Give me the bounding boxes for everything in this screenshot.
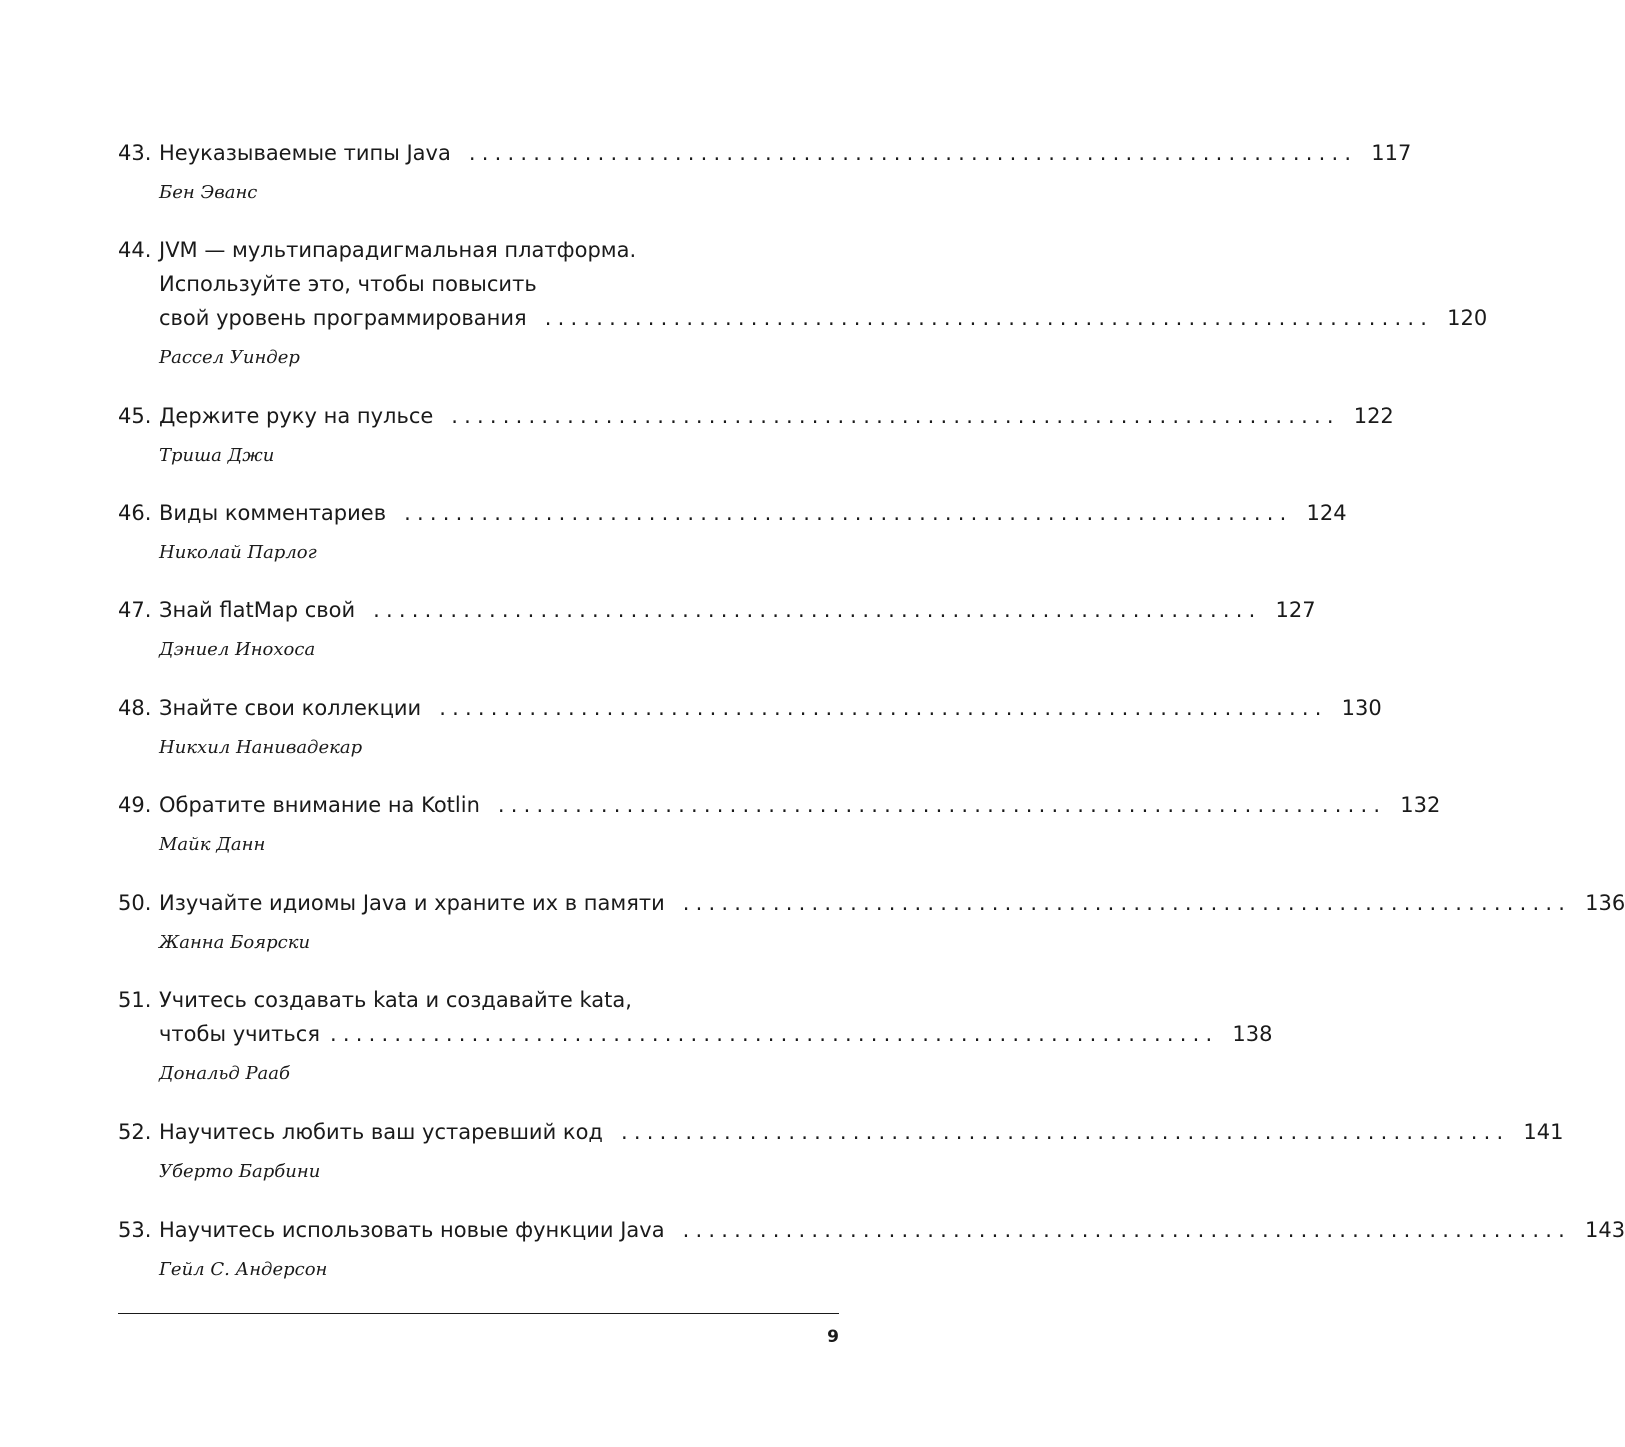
toc-entry	[118, 598, 1316, 665]
toc-line	[118, 1120, 1564, 1154]
entry-number: 51.	[118, 988, 152, 1012]
entry-author: Николай Парлог	[159, 542, 317, 563]
entry-number: 47.	[118, 598, 152, 622]
entry-page: 138	[1232, 1022, 1273, 1046]
toc-line	[118, 696, 1382, 730]
toc-line	[118, 141, 1412, 175]
entry-page: 132	[1400, 793, 1441, 817]
entry-number: 43.	[118, 141, 152, 165]
entry-number: 52.	[118, 1120, 152, 1144]
entry-author: Дональд Рааб	[159, 1063, 291, 1084]
toc-entry	[118, 793, 1441, 860]
toc-entry	[118, 988, 1273, 1089]
entry-title-continued: чтобы учиться	[159, 1022, 320, 1046]
dot-leader: .....................................................................	[544, 306, 1434, 330]
dot-leader: .....................................................................	[451, 404, 1340, 428]
entry-page: 141	[1523, 1120, 1564, 1144]
toc-line	[118, 501, 1347, 535]
entry-title-continued: свой уровень программирования	[159, 306, 527, 330]
entry-author: Рассел Уиндер	[159, 347, 300, 368]
entry-number: 46.	[118, 501, 152, 525]
toc-entry	[118, 501, 1347, 568]
entry-number: 44.	[118, 238, 152, 262]
entry-title: Знай flatMap свой	[159, 598, 356, 622]
toc-entry	[118, 404, 1394, 471]
entry-page: 136	[1585, 891, 1625, 915]
entry-title: Знайте свои коллекции	[159, 696, 422, 720]
entry-author: Жанна Боярски	[159, 932, 311, 953]
page-number: 9	[827, 1327, 839, 1347]
toc-line	[118, 891, 1625, 925]
entry-author: Уберто Барбини	[159, 1161, 321, 1182]
toc-line	[118, 238, 839, 272]
entry-author: Гейл С. Андерсон	[159, 1259, 328, 1280]
dot-leader: .....................................................................	[468, 141, 1358, 165]
entry-page: 117	[1371, 141, 1412, 165]
toc-line	[118, 272, 839, 306]
entry-number: 49.	[118, 793, 152, 817]
footer-rule	[118, 1313, 839, 1314]
dot-leader: .....................................................................	[682, 891, 1572, 915]
dot-leader: .....................................................................	[620, 1120, 1510, 1144]
toc-entry	[118, 1218, 1625, 1285]
entry-author: Триша Джи	[159, 445, 275, 466]
dot-leader: .....................................................................	[404, 501, 1293, 525]
dot-leader: .....................................................................	[682, 1218, 1571, 1242]
entry-title: Научитесь использовать новые функции Java	[159, 1218, 665, 1242]
toc-entry	[118, 141, 1412, 208]
toc-entry	[118, 1120, 1564, 1187]
entry-page: 122	[1353, 404, 1394, 428]
entry-number: 53.	[118, 1218, 152, 1242]
toc-line	[118, 1218, 1625, 1252]
entry-page: 124	[1306, 501, 1347, 525]
dot-leader: .....................................................................	[497, 793, 1387, 817]
entry-number: 50.	[118, 891, 152, 915]
entry-author: Бен Эванс	[159, 182, 258, 203]
entry-page: 127	[1275, 598, 1316, 622]
entry-number: 48.	[118, 696, 152, 720]
toc-line	[118, 988, 839, 1022]
entry-title: Изучайте идиомы Java и храните их в памяти	[159, 891, 665, 915]
dot-leader: .....................................................................	[373, 598, 1262, 622]
toc-line	[118, 793, 1441, 827]
entry-author: Никхил Нанивадекар	[159, 737, 363, 758]
entry-title: Виды комментариев	[159, 501, 387, 525]
entry-page: 120	[1447, 306, 1488, 330]
dot-leader: .....................................................................	[439, 696, 1328, 720]
toc-entry	[118, 238, 1488, 373]
entry-author: Майк Данн	[159, 834, 266, 855]
entry-title-continued: Используйте это, чтобы повысить	[159, 272, 537, 296]
entry-title: Научитесь любить ваш устаревший код	[159, 1120, 603, 1144]
toc-line	[118, 1022, 1273, 1056]
entry-title: Держите руку на пульсе	[159, 404, 434, 428]
entry-title: Обратите внимание на Kotlin	[159, 793, 480, 817]
toc-entry	[118, 891, 1625, 958]
entry-title: Неуказываемые типы Java	[159, 141, 451, 165]
dot-leader: .....................................................................	[329, 1022, 1219, 1046]
entry-number: 45.	[118, 404, 152, 428]
toc-line	[118, 306, 1488, 340]
entry-author: Дэниел Инохоса	[159, 639, 316, 660]
entry-title: JVM — мультипарадигмальная платформа.	[159, 238, 637, 262]
entry-page: 143	[1584, 1218, 1625, 1242]
toc-line	[118, 404, 1394, 438]
entry-title: Учитесь создавать kata и создавайте kata,	[159, 988, 632, 1012]
toc-entry	[118, 696, 1382, 763]
entry-page: 130	[1341, 696, 1382, 720]
toc-line	[118, 598, 1316, 632]
